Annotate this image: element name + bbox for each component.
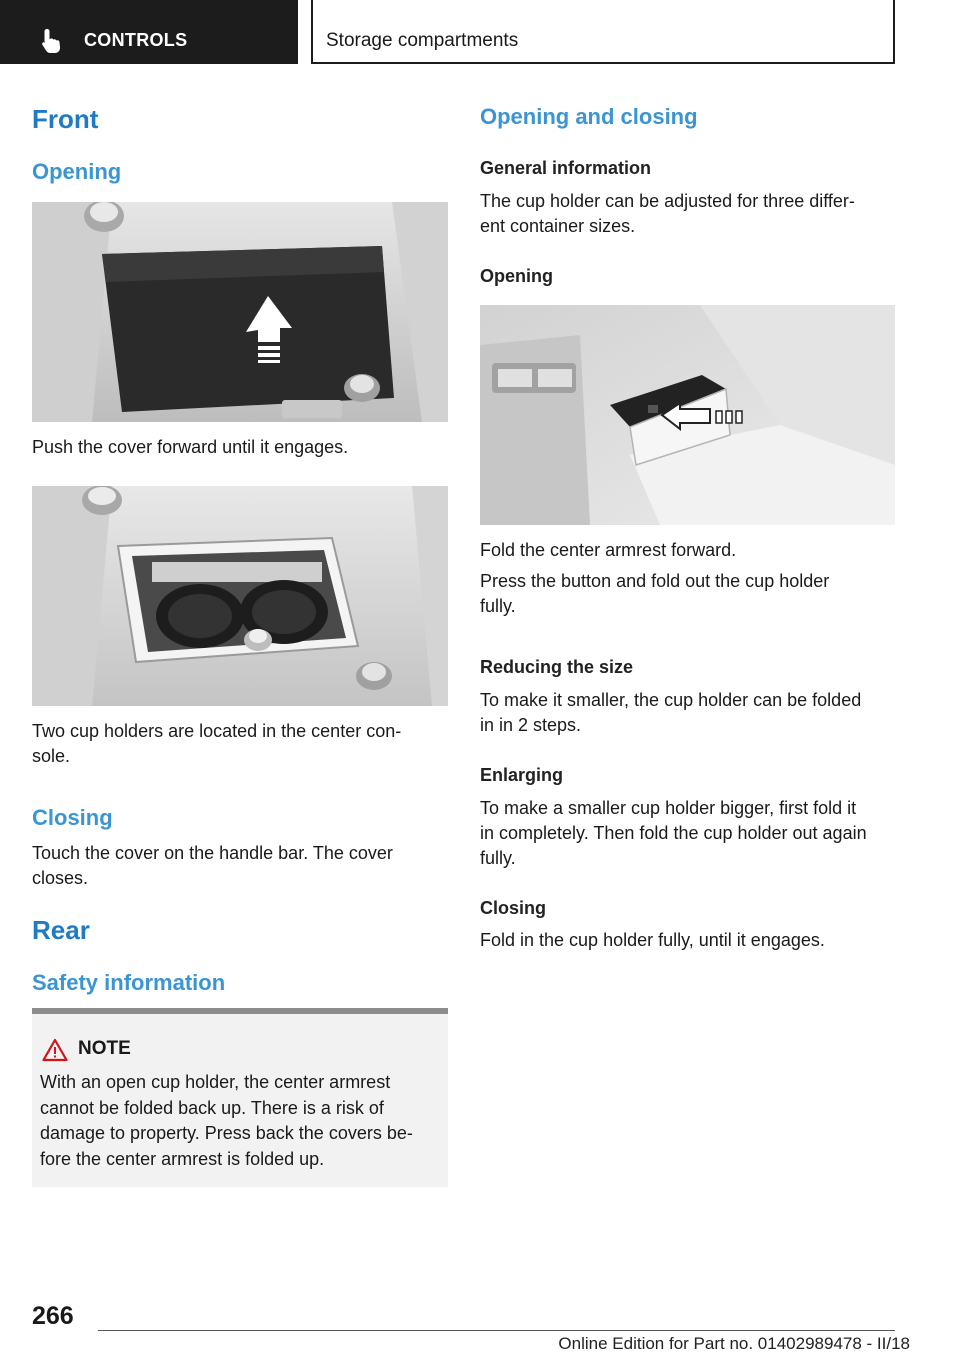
heading-opening-and-closing: Opening and closing bbox=[480, 104, 698, 129]
subheading-reducing-size: Reducing the size bbox=[480, 657, 634, 677]
subheading-closing: Closing bbox=[480, 898, 546, 918]
caption-fold-armrest: Fold the center armrest forward. bbox=[480, 540, 737, 560]
warning-triangle-icon bbox=[42, 1038, 68, 1062]
hand-pointer-icon bbox=[40, 28, 64, 54]
text-closing: Touch the cover on the handle bar. The cover closes. bbox=[32, 843, 393, 888]
heading-safety-information: Safety information bbox=[32, 970, 226, 995]
header-divider bbox=[311, 62, 895, 64]
note-box bbox=[32, 1008, 448, 1187]
page-number: 266 bbox=[32, 1302, 74, 1330]
heading-opening: Opening bbox=[32, 159, 122, 184]
footer-divider bbox=[98, 1330, 895, 1331]
subheading-general-information: General information bbox=[480, 158, 652, 178]
text-closing-right: Fold in the cup holder fully, until it engages. bbox=[480, 930, 825, 950]
text-general-information: The cup holder can be adjusted for three differ- ent container sizes. bbox=[480, 191, 855, 236]
subheading-enlarging: Enlarging bbox=[480, 765, 564, 785]
subheading-opening: Opening bbox=[480, 266, 553, 286]
header-divider bbox=[311, 0, 313, 64]
heading-closing: Closing bbox=[32, 805, 113, 830]
cup-holders-illustration bbox=[32, 486, 448, 706]
armrest-cup-holder-illustration bbox=[480, 305, 895, 525]
caption-two-cup-holders: Two cup holders are located in the center con- sole. bbox=[32, 721, 402, 766]
note-title: NOTE bbox=[78, 1038, 131, 1059]
chapter-tab[interactable] bbox=[0, 0, 298, 64]
note-text: With an open cup holder, the center armrest cannot be folded back up. There is a risk of damage to property. Press back the covers be- fore the center armrest is folded up. bbox=[40, 1072, 413, 1169]
heading-front: Front bbox=[32, 104, 99, 134]
note-top-bar bbox=[32, 1008, 448, 1014]
section-title: Storage compartments bbox=[326, 30, 519, 51]
caption-push-cover: Push the cover forward until it engages. bbox=[32, 437, 349, 457]
heading-rear: Rear bbox=[32, 915, 90, 945]
chapter-tab-label: CONTROLS bbox=[84, 30, 188, 50]
header-divider bbox=[893, 0, 895, 64]
text-enlarging: To make a smaller cup holder bigger, first fold it in completely. Then fold the cup holder out again fully. bbox=[480, 798, 867, 868]
console-cover-illustration bbox=[32, 202, 448, 422]
caption-press-button: Press the button and fold out the cup holder fully. bbox=[480, 571, 830, 616]
edition-note: Online Edition for Part no. 01402989478 - II/18 bbox=[558, 1334, 910, 1353]
text-reducing-size: To make it smaller, the cup holder can be folded in in 2 steps. bbox=[480, 690, 862, 735]
